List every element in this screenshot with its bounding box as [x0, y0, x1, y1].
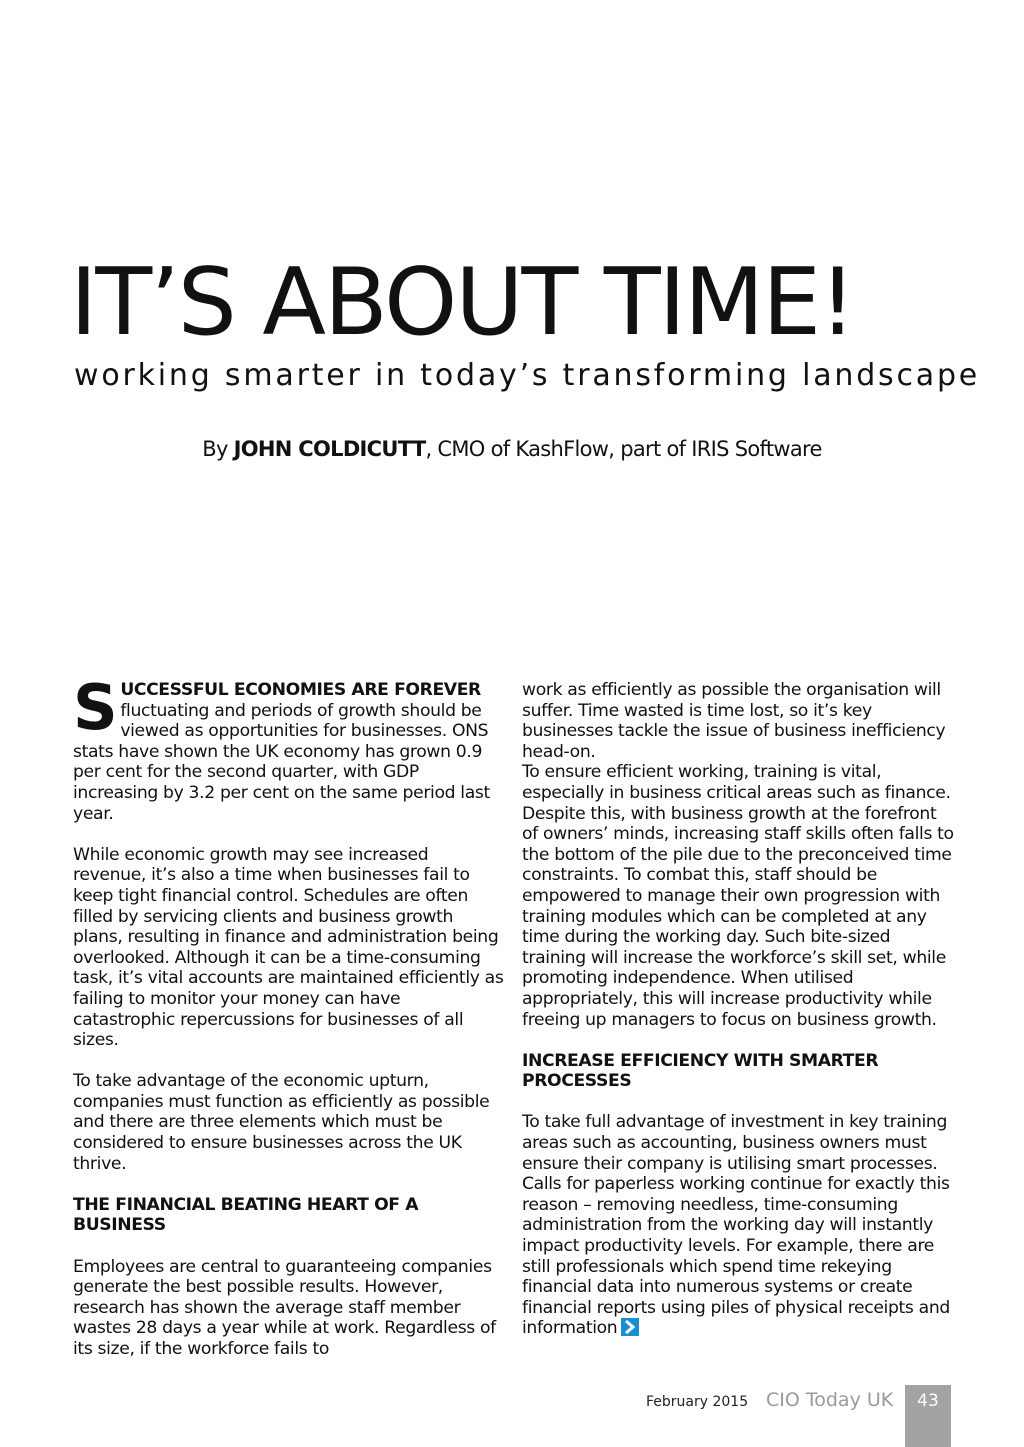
- article-subtitle: working smarter in today’s transforming landscape: [74, 358, 981, 393]
- page-number-box: [905, 1385, 951, 1447]
- body-text: To take full advantage of investment in key training areas such as accounting, business owners must ensure their company is utilising smart processes. Calls for paperless working continue for exactly this reason – removing needless, time-consuming administration from the working day will instantly impact productivity levels. For example, there are still professionals which spend time rekeying financial data into numerous systems or create financial reports using piles of physical receipts and information: [522, 1112, 950, 1339]
- byline-suffix: , CMO of KashFlow, part of IRIS Software: [425, 437, 822, 461]
- intro-paragraph: [73, 671, 505, 824]
- byline-author: JOHN COLDICUTT: [233, 437, 426, 461]
- body-paragraph: work as efficiently as possible the organisation will suffer. Time wasted is time lost, so it’s key businesses tackle the issue of business inefficiency head-on.: [522, 680, 946, 762]
- body-paragraph: While economic growth may see increased revenue, it’s also a time when businesses fail to keep tight financial control. Schedules are often filled by servicing clients and business growth plans, resulting in finance and administration being overlooked. Although it can be a time-consuming task, it’s vital accounts are maintained efficiently as failing to monitor your money can have catastrophic repercussions for businesses of all sizes.: [73, 844, 504, 1051]
- body-paragraph: To ensure efficient working, training is vital, especially in business critical areas such as finance. Despite this, with business growth at the forefront of owners’ minds, increasing staff skills often falls to the bottom of the pile due to the preconceived time constraints. To combat this, staff should be empowered to manage their own progression with training modules which can be completed at any time during the working day. Such bite-sized training will increase the workforce’s skill set, while promoting independence. When utilised appropriately, this will increase productivity while freeing up managers to focus on business growth.: [522, 762, 954, 1030]
- footer-date: February 2015: [646, 1394, 749, 1410]
- section-heading: INCREASE EFFICIENCY WITH SMARTER PROCESSES: [522, 1050, 879, 1092]
- page-number: 43: [917, 1391, 939, 1411]
- body-paragraph: To take advantage of the economic upturn, companies must function as efficiently as possible and there are three elements which must be considered to ensure businesses across the UK thrive.: [73, 1071, 490, 1174]
- section-heading: THE FINANCIAL BEATING HEART OF A BUSINESS: [73, 1194, 419, 1236]
- intro-lead: UCCESSFUL ECONOMIES ARE FOREVER: [120, 680, 481, 700]
- drop-cap: S: [73, 671, 118, 744]
- byline-prefix: By: [202, 437, 234, 461]
- body-paragraph-continued: [522, 1112, 954, 1339]
- footer-publication: CIO Today UK: [766, 1389, 894, 1411]
- left-column: [73, 671, 505, 1360]
- byline: [0, 434, 1024, 464]
- arrow-right-icon: [621, 1318, 639, 1336]
- intro-text: fluctuating and periods of growth should be viewed as opportunities for businesses. ONS stats have shown the UK economy has grown 0.9 per cent for the second quarter, with GDP increasing by 3.2 per cent on the same period last year.: [73, 700, 490, 824]
- article-title: IT’S ABOUT TIME!: [70, 248, 855, 356]
- right-column: [522, 680, 954, 1339]
- body-paragraph: Employees are central to guaranteeing companies generate the best possible results. However, research has shown the average staff member wastes 28 days a year while at work. Regardless of its size, if the workforce fails to: [73, 1256, 496, 1359]
